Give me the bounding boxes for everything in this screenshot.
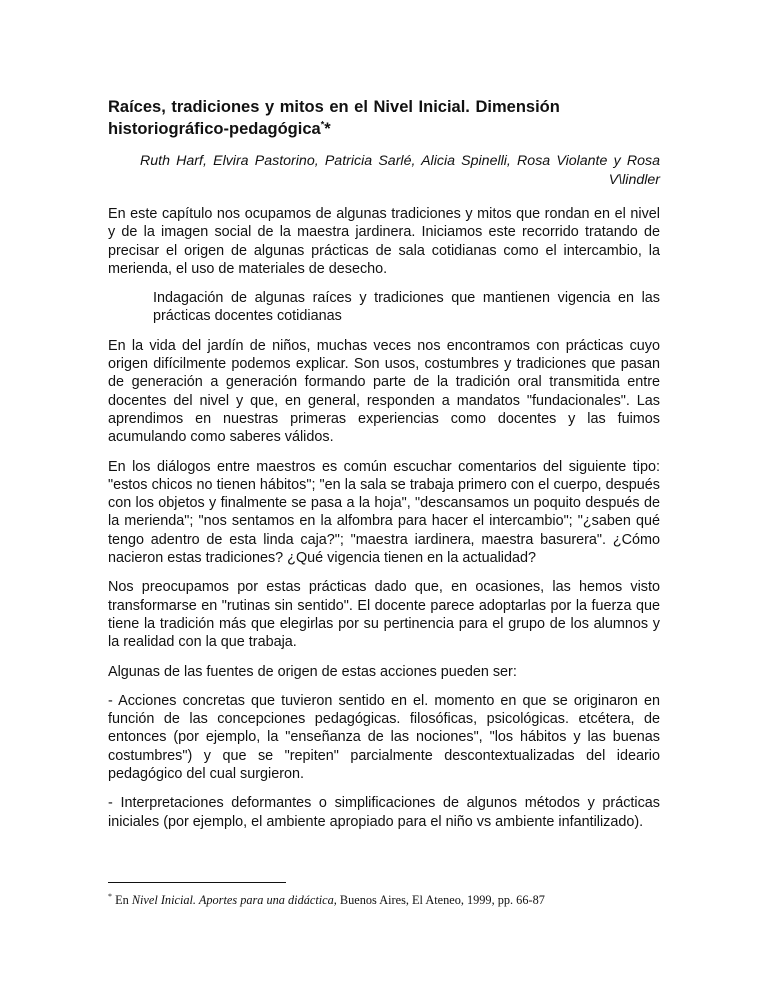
footnote-book-title: Nivel Inicial. Aportes para una didáctica,	[131, 893, 337, 908]
authors-line: Ruth Harf, Elvira Pastorino, Patricia Sarlé, Alicia Spinelli, Rosa Violante y Rosa V\lindler	[140, 153, 660, 188]
footnote-prefix: En	[115, 893, 132, 908]
body-text	[108, 205, 660, 842]
title-line-1: Raíces, tradiciones y mitos en el Nivel Inicial. Dimensión	[108, 98, 560, 116]
paragraph-intro: En este capítulo nos ocupamos de algunas tradiciones y mitos que rondan en el nivel y de la imagen social de la maestra jardinera. Iniciamos este recorrido tratando de precisar el origen de algunas prácticas de sala cotidianas como el intercambio, la merienda, el uso de materiales de desecho.	[108, 206, 660, 277]
paragraph: Algunas de las fuentes de origen de estas acciones pueden ser:	[108, 663, 517, 680]
paragraph: En los diálogos entre maestros es común escuchar comentarios del siguiente tipo: "estos chicos no tienen hábitos"; "en la sala se trabaja primero con el cuerpo, después con los objetos y finalmente se pasa a la hoja", "descansamos un poquito después de la merienda"; "nos sentamos en la alfombra para hacer el intercambio"; "¿saben qué tengo adentro de esta linda caja?"; "maestra iardinera, maestra basurera". ¿Cómo nacieron estas tradiciones? ¿Qué vigencia tienen en la actualidad?	[108, 458, 660, 567]
paragraph: Nos preocupamos por estas prácticas dado que, en ocasiones, las hemos visto transformarse en "rutinas sin sentido". El docente parece adoptarlas por la fuerza que tiene la tradición más que elegirlas por su pertinencia para el grupo de los alumnos y la realidad con la que trabaja.	[108, 579, 660, 651]
section-heading: Indagación de algunas raíces y tradiciones que mantienen vigencia en las prácticas docentes cotidianas	[153, 290, 660, 325]
footnote-publication: Buenos Aires, El Ateneo, 1999, pp. 66-87	[336, 893, 545, 908]
list-item: - Interpretaciones deformantes o simplificaciones de algunos métodos y prácticas iniciales (por ejemplo, el ambiente apropiado para el niño vs ambiente infantilizado).	[108, 795, 660, 830]
footnote-mark: *	[108, 892, 112, 901]
title-footnote-mark: *	[320, 119, 325, 130]
paragraph: En la vida del jardín de niños, muchas veces nos encontramos con prácticas cuyo origen difícilmente podemos explicar. Son usos, costumbres y tradiciones que pasan de generación a generación formando parte de la tradición oral transmitida entre docentes del nivel y que, en general, responden a mandatos "fundacionales". Las aprendimos en nuestras primeras experiencias como docentes y las fuimos acumulando como saberes válidos.	[108, 337, 660, 446]
footnote-divider	[108, 882, 286, 883]
title-star: *	[324, 120, 331, 138]
title-line-2: historiográfico-pedagógica	[108, 120, 321, 138]
footnote	[108, 889, 660, 908]
list-item: - Acciones concretas que tuvieron sentido en el. momento en que se originaron en función de las concepciones pedagógicas. filosóficas, psicológicas. etcétera, de entonces (por ejemplo, la "enseñanza de las nociones", "los hábitos y las buenas costumbres") y que se "repiten" parcialmente descontextualizadas del ideario pedagógico del cual surgieron.	[108, 692, 660, 783]
document-title	[108, 96, 660, 140]
